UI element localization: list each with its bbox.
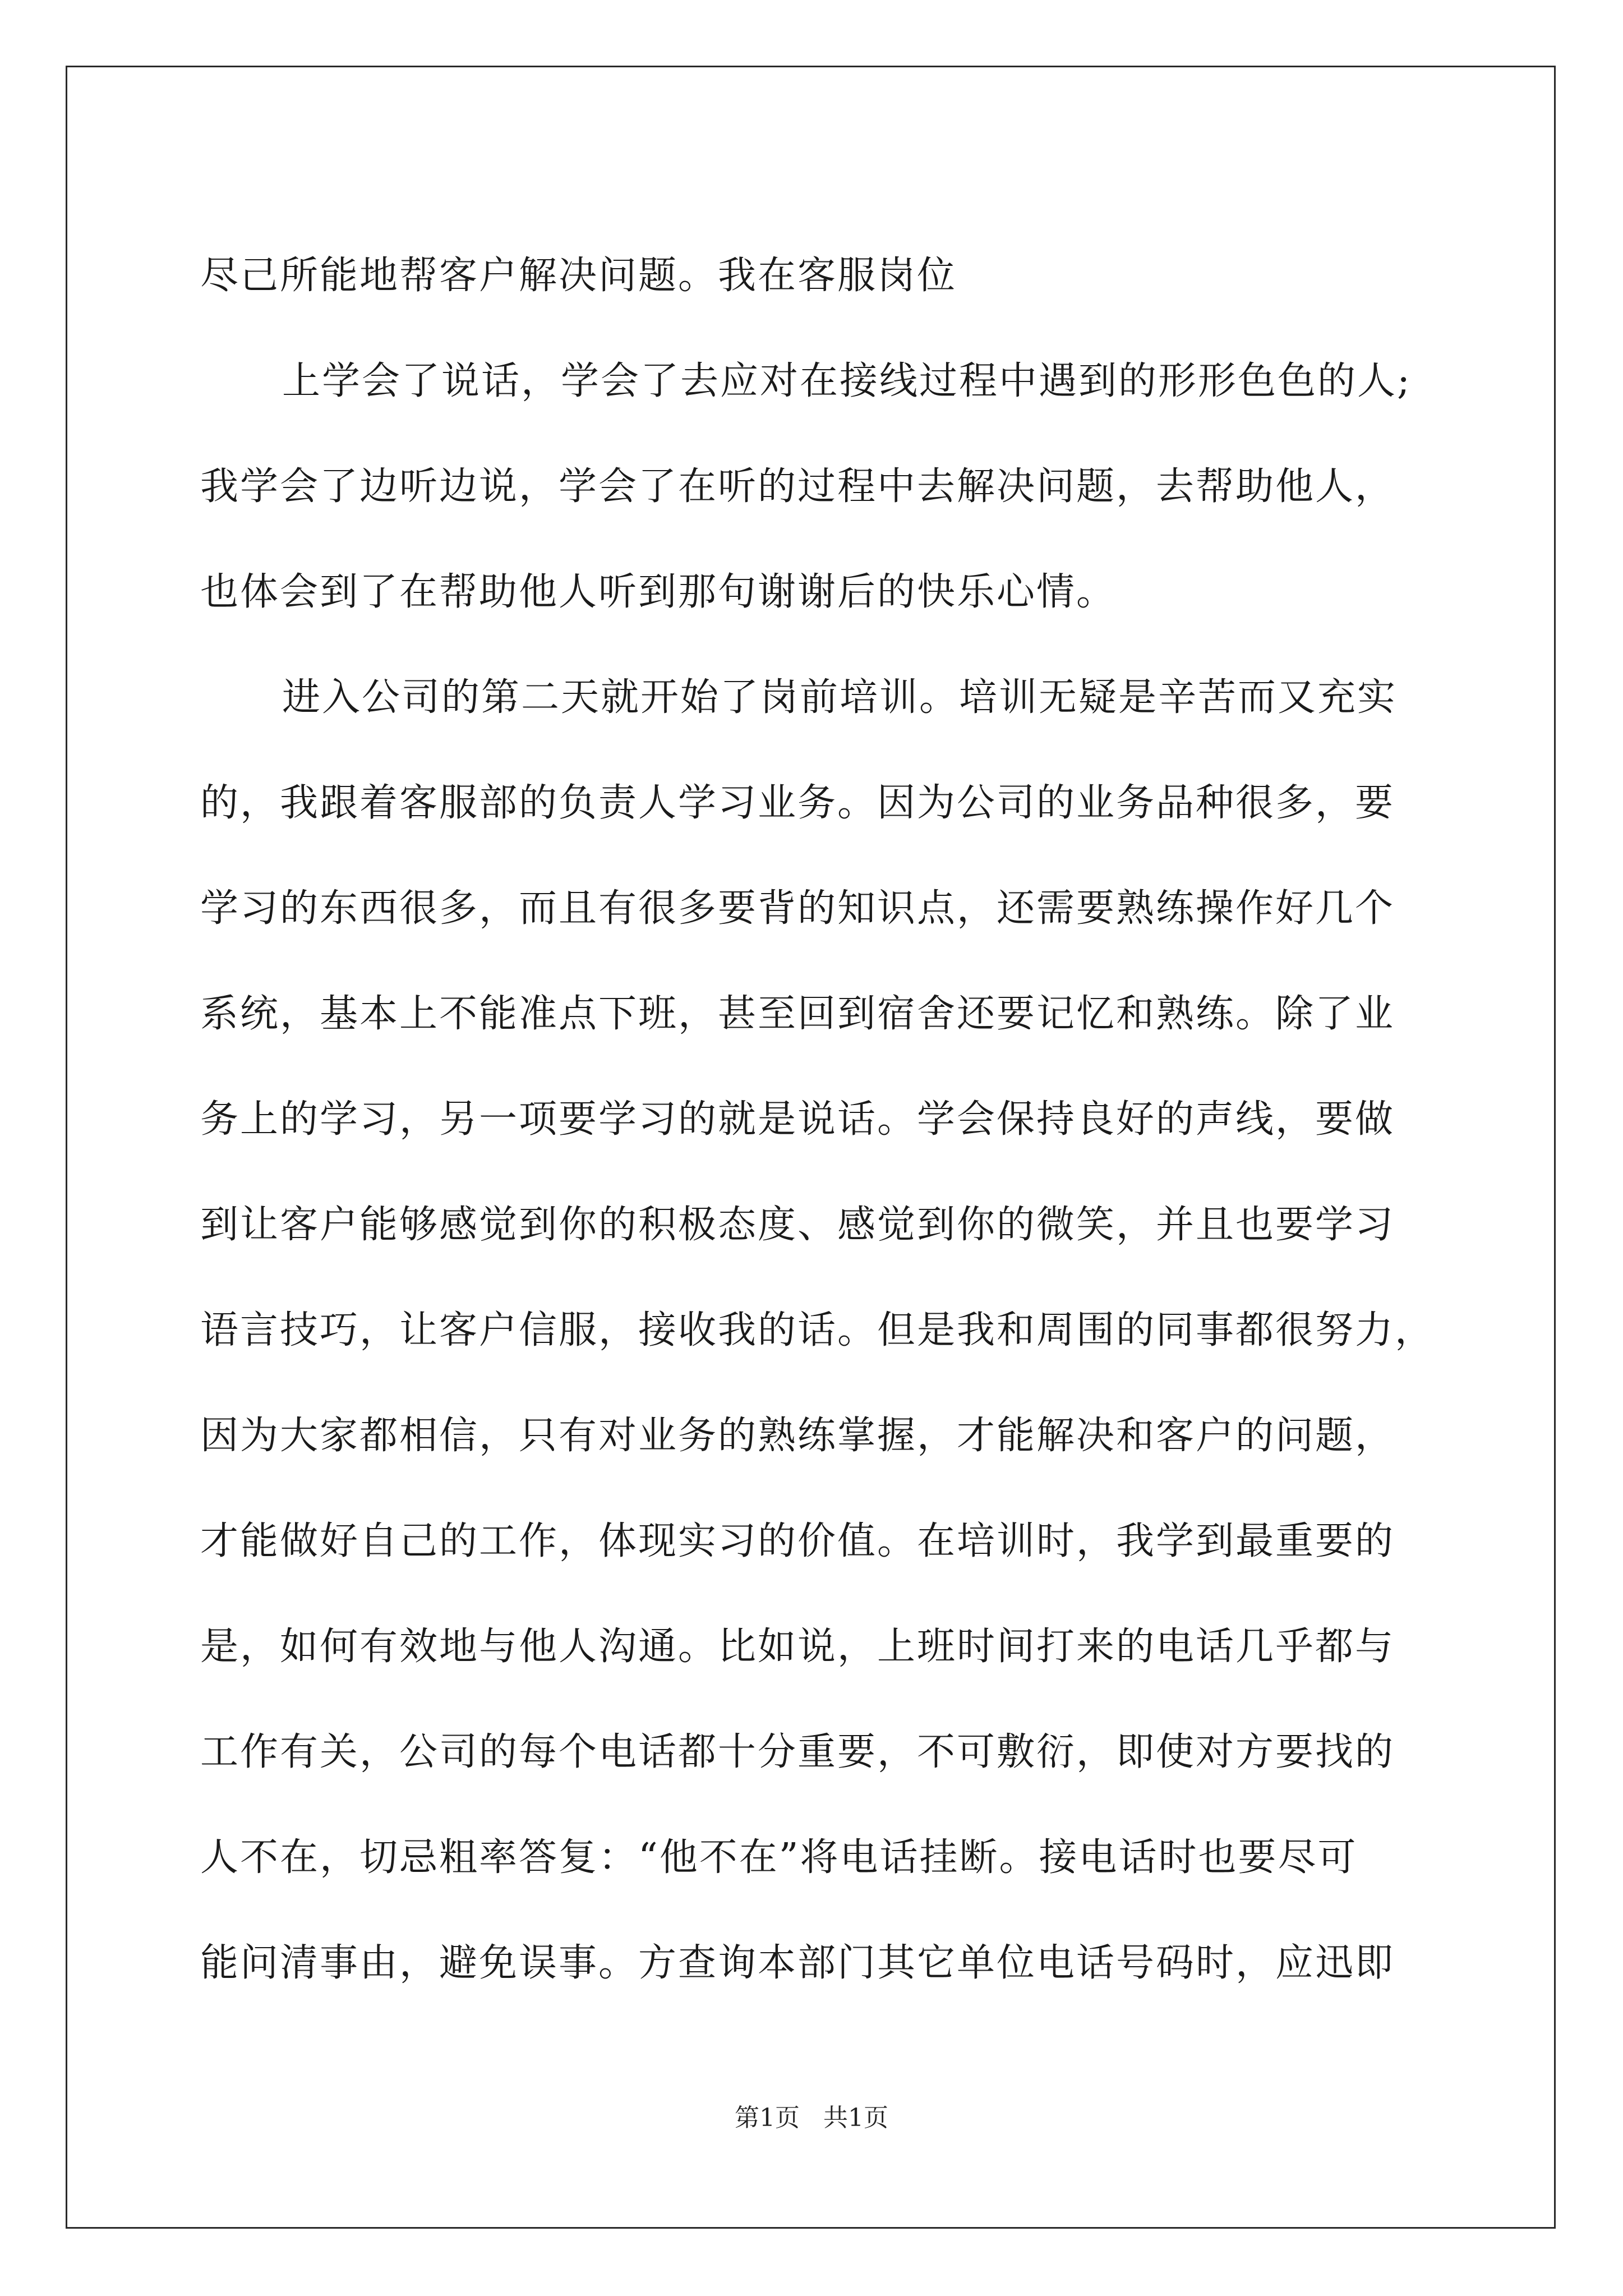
text-line: 务上的学习，另一项要学习的就是说话。学会保持良好的声线，要做: [200, 1097, 1395, 1142]
text-line: 学习的东西很多，而且有很多要背的知识点，还需要熟练操作好几个: [200, 886, 1395, 931]
text-line: 我学会了边听边说，学会了在听的过程中去解决问题，去帮助他人，: [200, 464, 1395, 509]
text-line: 才能做好自己的工作，体现实习的价值。在培训时，我学到最重要的: [200, 1519, 1395, 1563]
text-line: 尽己所能地帮客户解决问题。我在客服岗位: [200, 254, 957, 298]
text-line: 的，我跟着客服部的负责人学习业务。因为公司的业务品种很多，要: [200, 781, 1395, 825]
page-footer: 第1页 共1页: [735, 2104, 888, 2132]
text-line: 工作有关，公司的每个电话都十分重要，不可敷衍，即使对方要找的: [200, 1730, 1395, 1774]
text-line: 人不在，切忌粗率答复：“他不在”将电话挂断。接电话时也要尽可: [200, 1835, 1358, 1880]
text-line: 也体会到了在帮助他人听到那句谢谢后的快乐心情。: [200, 570, 1117, 614]
document-body: [200, 223, 1440, 2016]
text-line: 到让客户能够感觉到你的积极态度、感觉到你的微笑，并且也要学习: [200, 1203, 1395, 1247]
text-line: 因为大家都相信，只有对业务的熟练掌握，才能解决和客户的问题，: [200, 1414, 1395, 1458]
text-line: 系统，基本上不能准点下班，甚至回到宿舍还要记忆和熟练。除了业: [200, 992, 1395, 1036]
text-line: 语言技巧，让客户信服，接收我的话。但是我和周围的同事都很努力，: [200, 1308, 1435, 1352]
text-line: 进入公司的第二天就开始了岗前培训。培训无疑是辛苦而又充实: [282, 675, 1398, 720]
text-line: 是，如何有效地与他人沟通。比如说，上班时间打来的电话几乎都与: [200, 1625, 1395, 1669]
text-line: 能问清事由，避免误事。方查询本部门其它单位电话号码时，应迅即: [200, 1941, 1395, 1985]
text-line: 上学会了说话，学会了去应对在接线过程中遇到的形形色色的人;: [282, 359, 1412, 403]
